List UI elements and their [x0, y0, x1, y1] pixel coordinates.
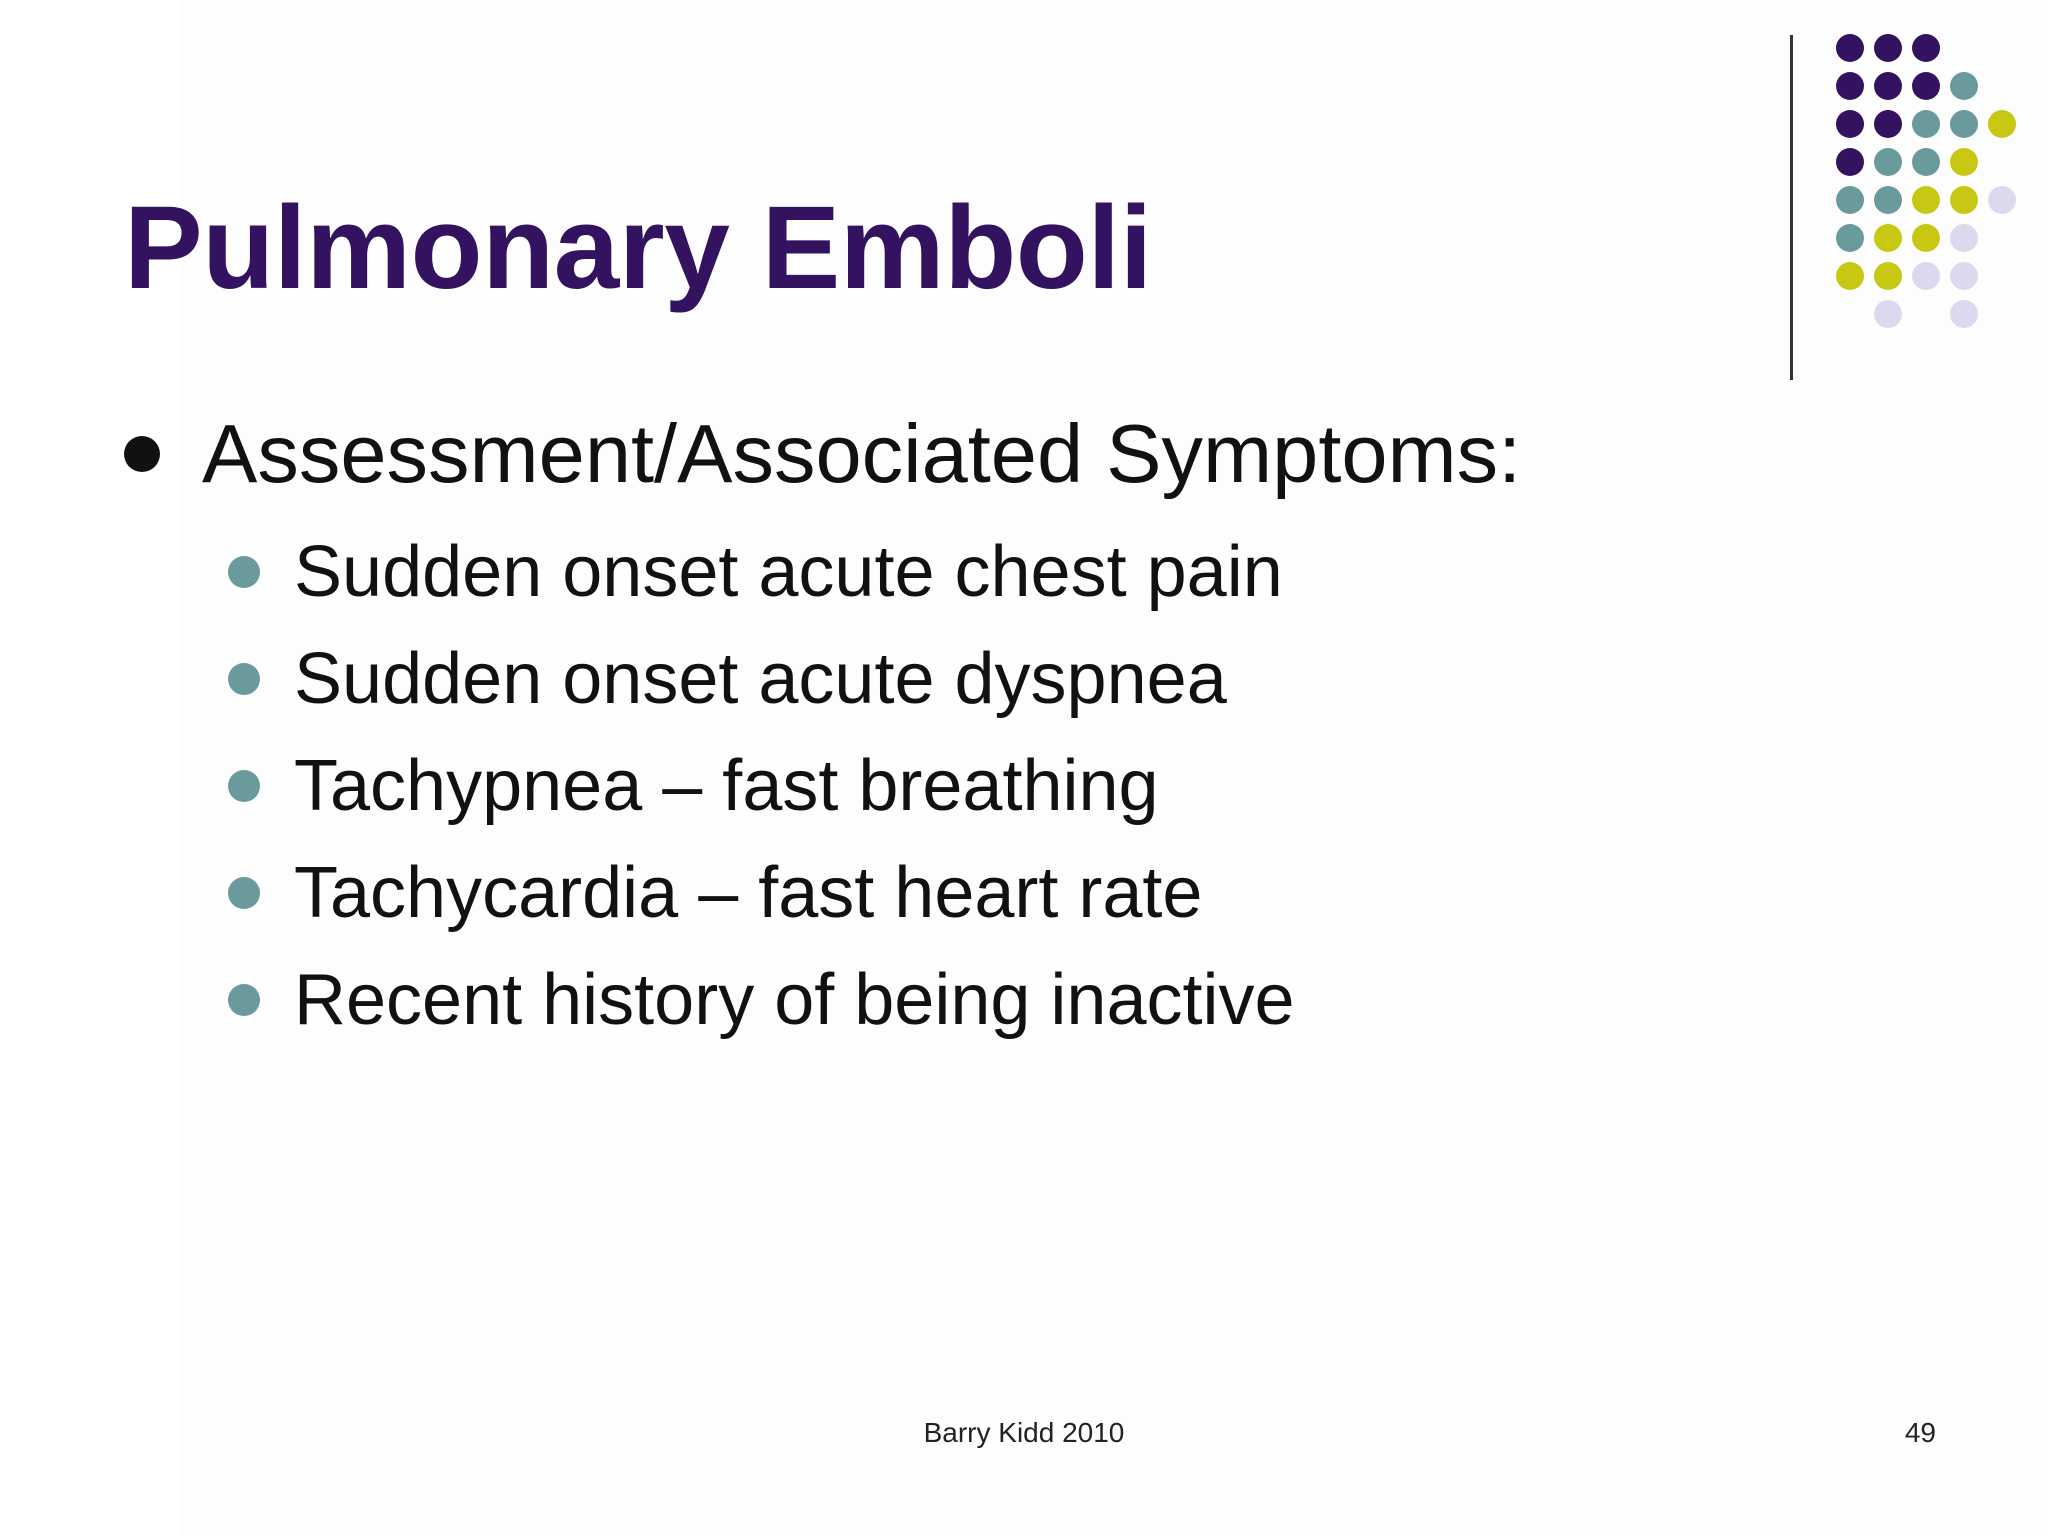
decorative-dot — [1950, 262, 1978, 290]
decorative-dot — [1836, 34, 1864, 62]
list-item — [228, 839, 1295, 946]
sub-bullet-icon — [228, 770, 260, 802]
sub-bullet-list — [228, 518, 1295, 1053]
sub-bullet-text: Tachypnea – fast breathing — [294, 745, 1159, 826]
decorative-dot — [1836, 262, 1864, 290]
decorative-dot — [1988, 186, 2016, 214]
decorative-dot — [1988, 110, 2016, 138]
decorative-dot — [1874, 224, 1902, 252]
decorative-dot — [1874, 72, 1902, 100]
decorative-dot — [1836, 186, 1864, 214]
decorative-dot — [1912, 262, 1940, 290]
list-item — [228, 732, 1295, 839]
decorative-divider-line — [1790, 35, 1793, 380]
list-item — [228, 518, 1295, 625]
sub-bullet-icon — [228, 877, 260, 909]
decorative-dot — [1912, 72, 1940, 100]
decorative-dot — [1912, 224, 1940, 252]
decorative-dot — [1836, 224, 1864, 252]
sub-bullet-text: Sudden onset acute chest pain — [294, 531, 1283, 612]
decorative-dot — [1836, 72, 1864, 100]
decorative-dot — [1912, 110, 1940, 138]
decorative-dot — [1874, 186, 1902, 214]
decorative-dot — [1950, 224, 1978, 252]
decorative-dot — [1912, 186, 1940, 214]
slide-title: Pulmonary Emboli — [124, 182, 1152, 314]
decorative-dot — [1950, 110, 1978, 138]
bullet-icon — [124, 436, 160, 472]
list-item — [228, 946, 1295, 1053]
decorative-dot — [1874, 300, 1902, 328]
decorative-dot — [1874, 34, 1902, 62]
decorative-dot — [1874, 110, 1902, 138]
decorative-dot — [1874, 262, 1902, 290]
decorative-dot — [1874, 148, 1902, 176]
sub-bullet-text: Recent history of being inactive — [294, 959, 1295, 1040]
decorative-dot — [1950, 300, 1978, 328]
main-bullet — [124, 404, 1521, 504]
decorative-dot — [1950, 186, 1978, 214]
sub-bullet-icon — [228, 556, 260, 588]
decorative-dot — [1836, 148, 1864, 176]
slide-footer: Barry Kidd 2010 — [923, 1417, 1125, 1448]
decorative-dot — [1836, 110, 1864, 138]
decorative-dot — [1950, 72, 1978, 100]
sub-bullet-text: Sudden onset acute dyspnea — [294, 638, 1227, 719]
decorative-dot — [1912, 34, 1940, 62]
sub-bullet-text: Tachycardia – fast heart rate — [294, 852, 1203, 933]
page-number: 49 — [1904, 1417, 1936, 1448]
list-item — [228, 625, 1295, 732]
sub-bullet-icon — [228, 984, 260, 1016]
decorative-dot — [1950, 148, 1978, 176]
sub-bullet-icon — [228, 663, 260, 695]
decorative-dot — [1912, 148, 1940, 176]
main-bullet-text: Assessment/Associated Symptoms: — [202, 407, 1522, 500]
